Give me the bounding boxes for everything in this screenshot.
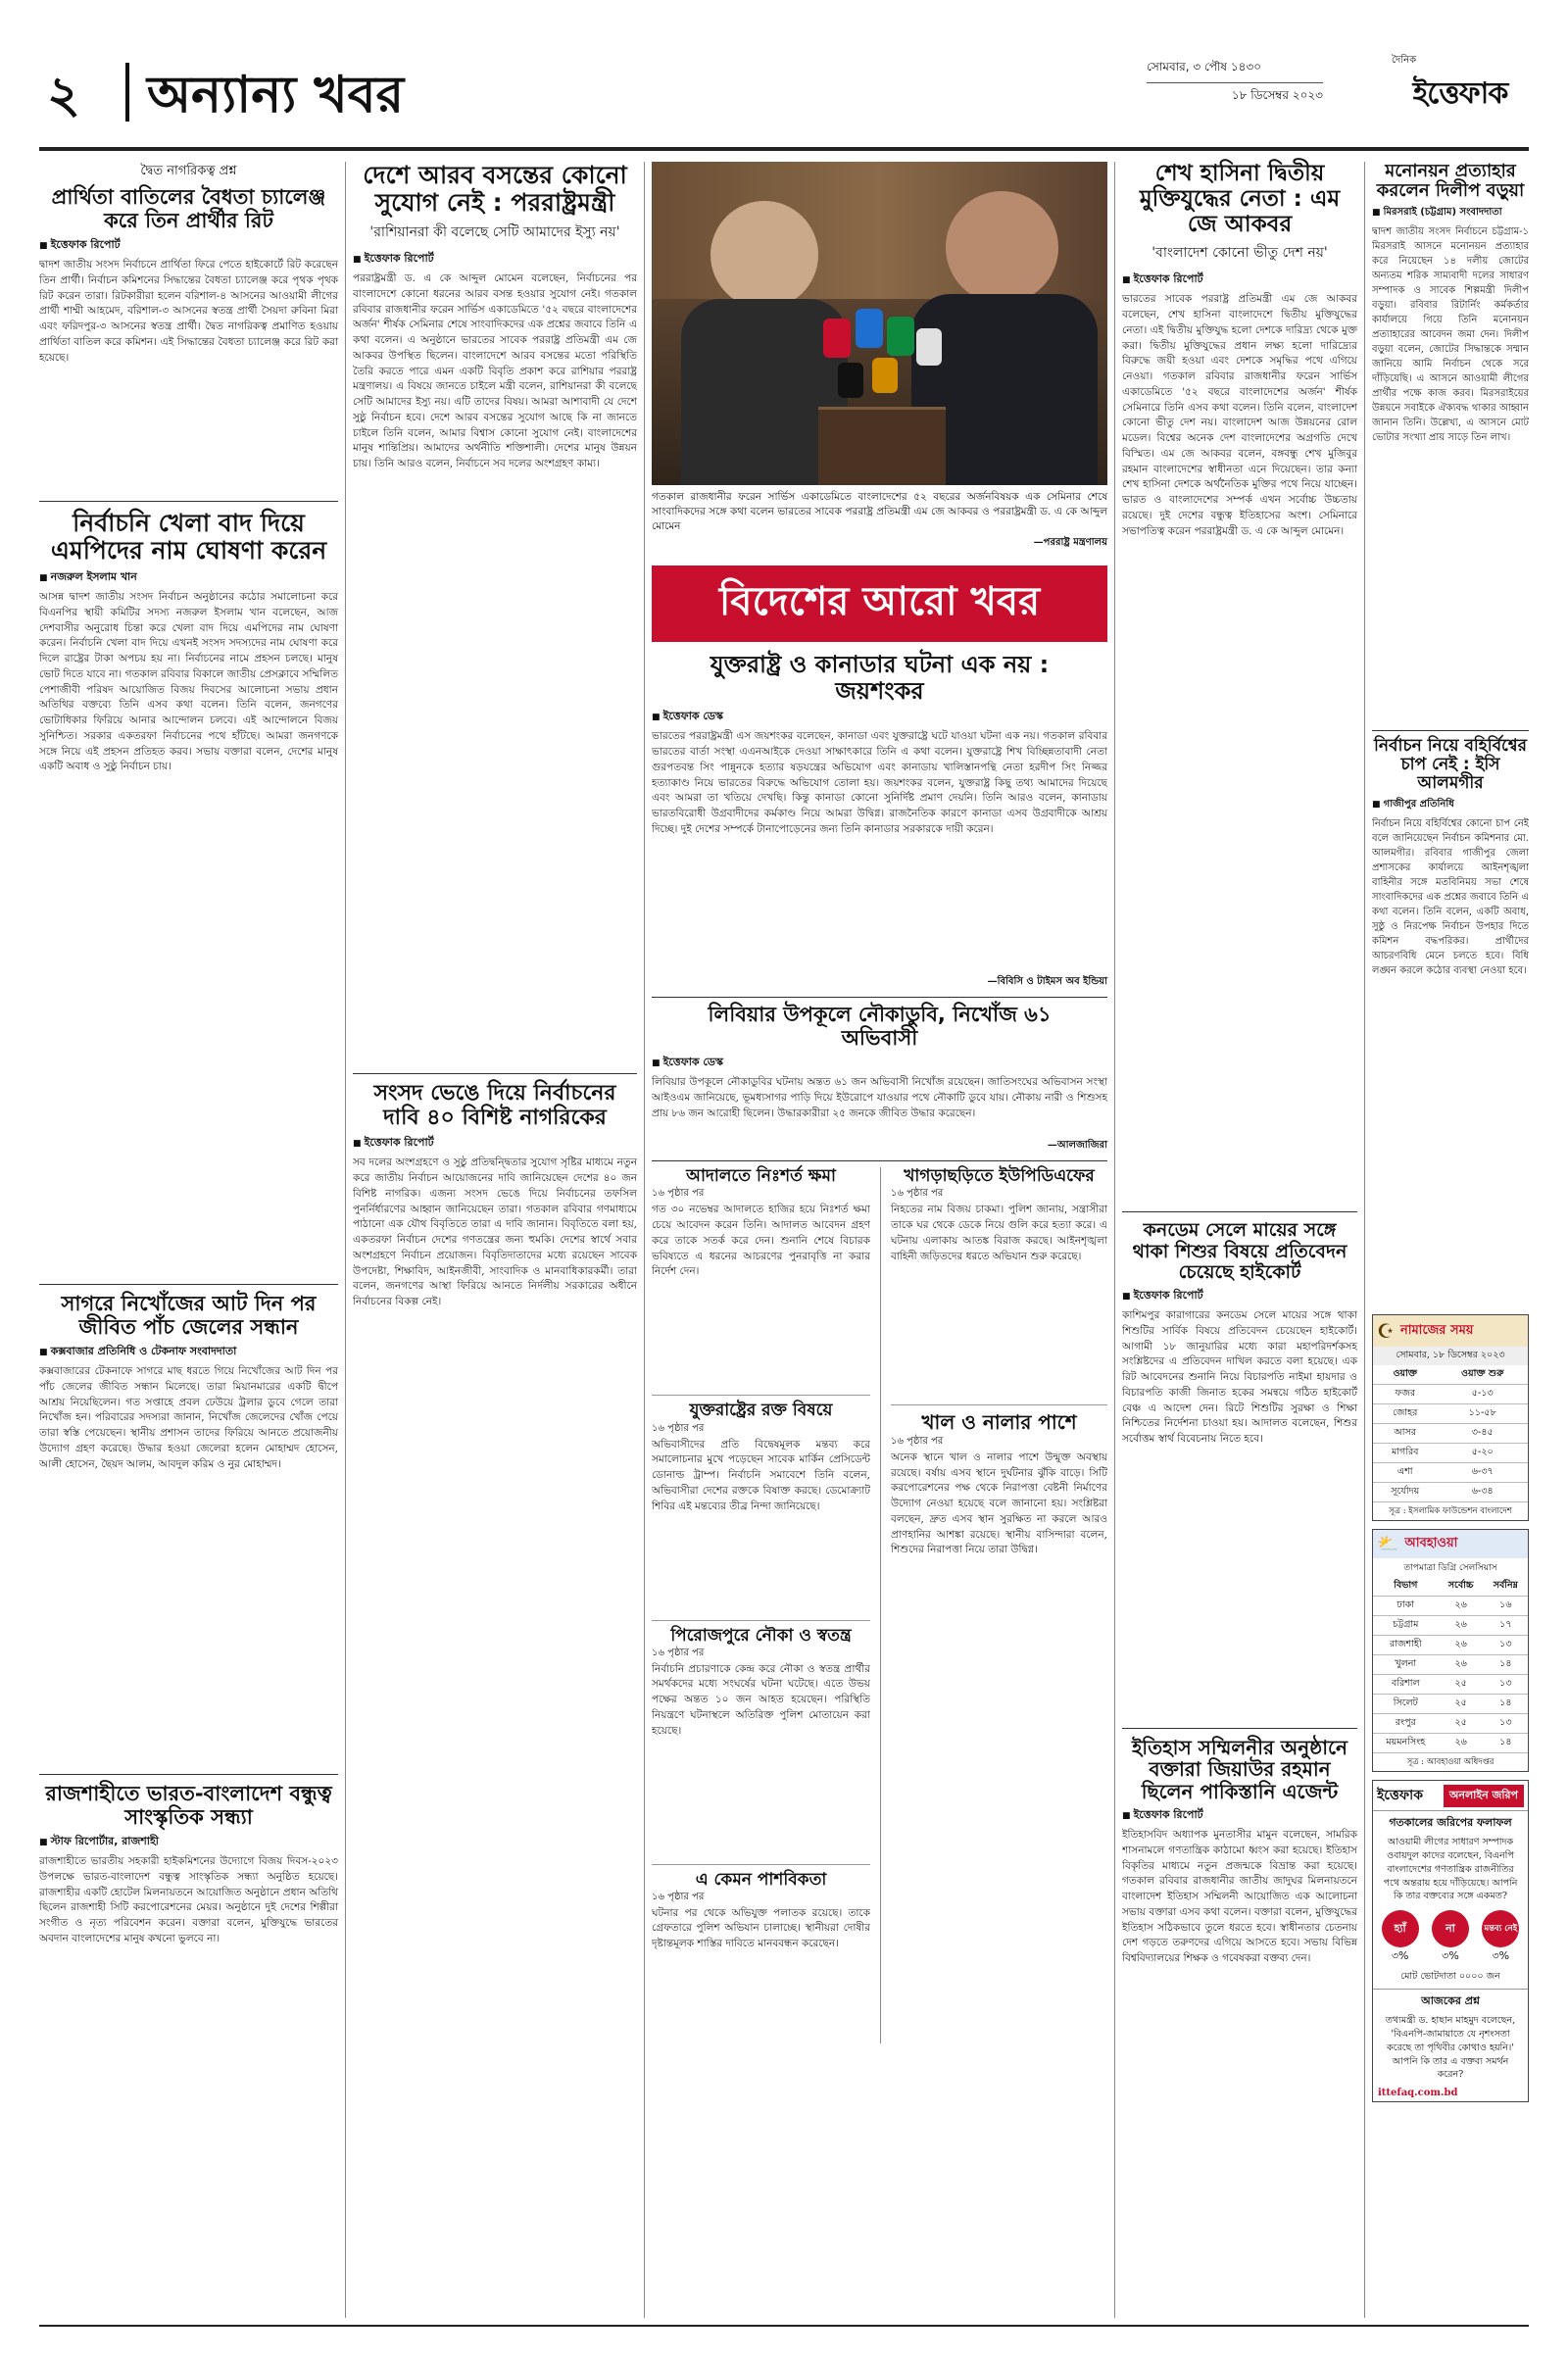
table-cell: জোহর [1373, 1404, 1437, 1424]
story-body: দ্বাদশ জাতীয় সংসদ নির্বাচনে প্রার্থিতা ফিরে পেতে হাইকোর্টে রিট করেছেন তিন প্রার্থী। নির্বাচন কমিশনের সিদ্ধান্তের বৈধতা চ্যালেঞ্জ করে পৃথক পৃথক রিট করেন তারা। রিটকারীরা হলেন বরিশাল-৪ আসনের আওয়ামী লীগের প্রার্থী শাম্মী আহমেদ, বরিশাল-৩ আসনের স্বতন্ত্র প্রার্থী সৈয়দা রুবিনা মিরা এবং ফরিদপুর-৩ আসনের স্বতন্ত্র প্রার্থী। দ্বৈত নাগরিকত্ব প্রমাণিত হওয়ায় প্রার্থিতা বাতিল করে কমিশন। এই সিদ্ধান্তের বৈধতা চ্যালেঞ্জ করে রিট করা হয়েছে। [39, 259, 338, 364]
story-byline: ■ ইত্তেফাক রিপোর্ট [1122, 271, 1357, 289]
story-body: ভারতের সাবেক পররাষ্ট্র প্রতিমন্ত্রী এম জে আকবর বলেছেন, শেখ হাসিনা বাংলাদেশে দ্বিতীয় মুক্তিযুদ্ধের নেতা। এই দ্বিতীয় মুক্তিযুদ্ধ হলো দেশকে দারিদ্র্য থেকে মুক্ত করা। দ্বিতীয় মুক্তিযুদ্ধের প্রধান লক্ষ্য হলো দারিদ্র্যের বিরুদ্ধে জয়ী হওয়া এবং দেশকে সমৃদ্ধির পথে এগিয়ে নেওয়া। গতকাল রবিবার রাজধানীর ফরেন সার্ভিস একাডেমিতে '৫২ বছরে বাংলাদেশের অর্জন' শীর্ষক সেমিনারে তিনি এসব কথা বলেন। তিনি বলেন, বাংলাদেশ কোনো ভীতু দেশ নয়। বাংলাদেশ আজ উন্নয়নের রোল মডেল। বিশ্বের অনেক দেশ বাংলাদেশের অগ্রগতি দেখে বিস্মিত। এম জে আকবর বলেন, বঙ্গবন্ধু শেখ মুজিবুর রহমান বাংলাদেশের স্বাধীনতা এনে দিয়েছেন। তার কন্যা শেখ হাসিনা দেশকে অর্থনৈতিক মুক্তির পথে নিয়ে যাচ্ছেন। ভারত ও বাংলাদেশের সম্পর্ক এখন সর্বোচ্চ উচ্চতায় রয়েছে। দুই দেশের বন্ধুত্ব ইতিহাসের অংশ। সেমিনারে সভাপতিত্ব করেন পররাষ্ট্রমন্ত্রী ড. এ কে আব্দুল মোমেন। [1122, 293, 1357, 537]
table-cell: বরিশাল [1373, 1675, 1439, 1695]
table-cell: সূর্যোদয় [1373, 1483, 1437, 1502]
story-body: পররাষ্ট্রমন্ত্রী ড. এ কে আব্দুল মোমেন বলেছেন, নির্বাচনের পর বাংলাদেশে কোনো ধরনের আরব বসন্ত হওয়ার সুযোগ নেই। গতকাল রবিবার রাজধানীর ফরেন সার্ভিস একাডেমিতে '৫২ বছরে বাংলাদেশের অর্জন' শীর্ষক সেমিনার শেষে সাংবাদিকদের এক প্রশ্নের জবাবে তিনি এ কথা বলেন। এ অনুষ্ঠানে ভারতের সাবেক পররাষ্ট্র প্রতিমন্ত্রী এম জে আকবর উপস্থিত ছিলেন। বাংলাদেশে আরব বসন্তের মতো পরিস্থিতি তৈরি করতে পারে এমন একটি বিবৃতি প্রকাশ করে রাশিয়ার পররাষ্ট্র মন্ত্রণালয়। এ বিষয়ে জানতে চাইলে মন্ত্রী বলেন, রাশিয়ানরা কী বলেছে সেটি আমাদের ইস্যু নয়। এটি তাদের বিষয়। আমরা আশাবাদী যে দেশে সুষ্ঠু নির্বাচন হবে। দেশে আরব বসন্তের সুযোগ আছে কি না জানতে চাইলে তিনি বলেন, আমার বিশ্বাস কোনো সুযোগ নেই। বাংলাদেশের মানুষ শান্তিপ্রিয়। আমাদের অর্থনীতি শক্তিশালী। দেশের মানুষ উন্নয়ন চায়। তিনি আরও বলেন, নির্বাচনে সব দলের অংশগ্রহণ কাম্য। [353, 272, 637, 469]
story-body: গত ৩০ নভেম্বর আদালতে হাজির হয়ে নিঃশর্ত ক্ষমা চেয়ে আবেদন করেন তিনি। আদালত আবেদন গ্রহণ করে তাকে সতর্ক করে দেন। শুনানি শেষে বিচারক ভবিষ্যতে এ ধরনের আচরণের পুনরাবৃত্তি না করার নির্দেশ দেন। [652, 1204, 870, 1278]
table-cell: ২৬ [1439, 1655, 1484, 1675]
table-cell: সিলেট [1373, 1695, 1439, 1714]
poll-option [1382, 1910, 1419, 1966]
news-photo [652, 162, 1107, 485]
bottom-rule [39, 2325, 1529, 2327]
column-2 [353, 162, 637, 2318]
column-1 [39, 162, 338, 2318]
table-cell: রংপুর [1373, 1714, 1439, 1734]
story-byline: ■ ইত্তেফাক ডেস্ক [652, 1054, 1107, 1072]
microphone-icon [856, 309, 883, 348]
table-cell: ঢাকা [1373, 1597, 1439, 1616]
sun-cloud-icon: ⛅ [1377, 1534, 1399, 1555]
prayer-header [1373, 1315, 1528, 1347]
table-cell: ১৭ [1484, 1616, 1528, 1636]
table-header: সর্বনিম্ন [1484, 1577, 1528, 1597]
story-subheadline: 'রাশিয়ানরা কী বলেছে সেটি আমাদের ইস্যু নয়' [369, 224, 620, 240]
story-continued: ১৬ পৃষ্ঠার পর [890, 1188, 944, 1200]
weather-subtitle: তাপমাত্রা ডিগ্রি সেলসিয়াস [1403, 1563, 1497, 1574]
photo-credit: —পররাষ্ট্র মন্ত্রণালয় [1033, 536, 1107, 548]
story-headline: যুক্তরাষ্ট্র ও কানাডার ঘটনা এক নয় : জয়শংকর [710, 650, 1050, 705]
story-headline: কনডেম সেলে মায়ের সঙ্গে থাকা শিশুর বিষয়ে প্রতিবেদন চেয়েছে হাইকোর্ট [1132, 1219, 1348, 1283]
story-headline: রাজশাহীতে ভারত-বাংলাদেশ বন্ধুত্ব সাংস্কৃতিক সন্ধ্যা [45, 1782, 332, 1829]
jump-column-right [891, 1167, 1107, 2042]
story-body: সব দলের অংশগ্রহণে ও সুষ্ঠু প্রতিদ্বন্দ্বিতার সুযোগ সৃষ্টির মাধ্যমে নতুন করে জাতীয় নির্বাচন আয়োজনের দাবি জানিয়েছেন দেশের ৪০ জন বিশিষ্ট নাগরিক। এজন্য সংসদ ভেঙে দিয়ে নির্বাচনের তফসিল পুনর্নির্ধারণের আহ্বান জানিয়েছেন তারা। গতকাল রবিবার গণমাধ্যমে পাঠানো এক যৌথ বিবৃতিতে তারা এ দাবি জানান। বিবৃতিতে বলা হয়, একতরফা নির্বাচন দেশের গণতন্ত্রের জন্য হুমকি। দেশের স্বার্থে সবার অংশগ্রহণে নির্বাচন প্রয়োজন। বিবৃতিদাতাদের মধ্যে রয়েছেন সাবেক উপদেষ্টা, শিক্ষাবিদ, আইনজীবী, সাংবাদিক ও মানবাধিকারকর্মী। তারা বলেন, জনগণের আস্থা ফিরিয়ে আনতে নির্দলীয় সরকারের অধীনে নির্বাচনের বিকল্প নেই। [353, 1156, 637, 1307]
story-continued: ১৬ পৃষ্ঠার পর [652, 1422, 705, 1434]
table-header: ওয়াক্ত [1373, 1365, 1437, 1385]
weather-title: আবহাওয়া [1404, 1536, 1458, 1551]
paper-logo-small: দৈনিক [1392, 55, 1417, 66]
weather-box [1372, 1529, 1529, 1772]
weather-source: সূত্র : আবহাওয়া অধিদপ্তর [1406, 1757, 1494, 1768]
table-cell: চট্টগ্রাম [1373, 1616, 1439, 1636]
table-cell: ২৬ [1439, 1636, 1484, 1655]
photo-caption: গতকাল রাজধানীর ফরেন সার্ভিস একাডেমিতে বাংলাদেশের ৫২ বছরের অর্জনবিষয়ক এক সেমিনার শেষে সাংবাদিকদের সঙ্গে কথা বলেন ভারতের সাবেক পররাষ্ট্র প্রতিমন্ত্রী এম জে আকবর ও পররাষ্ট্রমন্ত্রী ড. এ কে আব্দুল মোমেন [652, 491, 1107, 533]
story-body: রাজশাহীতে ভারতীয় সহকারী হাইকমিশনের উদ্যোগে বিজয় দিবস-২০২৩ উপলক্ষে ভারত-বাংলাদেশ বন্ধুত্ব সাংস্কৃতিক সন্ধ্যা অনুষ্ঠিত হয়েছে। রাজশাহীর একটি হোটেল মিলনায়তনে আয়োজিত অনুষ্ঠানে প্রধান অতিথি ছিলেন রাজশাহী সিটি করপোরেশনের মেয়র। অনুষ্ঠানে দুই দেশের শিল্পীরা সংগীত ও নৃত্য পরিবেশন করেন। বক্তারা বলেন, মুক্তিযুদ্ধে ভারতের অবদান বাংলাদেশের মানুষ কখনো ভুলবে না। [39, 1855, 338, 1944]
section-title: অন্যান্য খবর [147, 66, 405, 124]
table-cell: এশা [1373, 1463, 1437, 1483]
story-body: আসন্ন দ্বাদশ জাতীয় সংসদ নির্বাচন অনুষ্ঠানের কঠোর সমালোচনা করে বিএনপির স্থায়ী কমিটির সদস্য নজরুল ইসলাম খান বলেছেন, আজ দেশবাসীর অনুরোধ চিন্তা করে খেলা বাদ দিয়ে এমপিদের নাম ঘোষণা করেন। নির্বাচনি খেলা বাদ দিয়ে এখনই সংসদ সদস্যদের নাম ঘোষণা করে দিলে রাষ্ট্রের টাকা অপচয় হয় না। নির্বাচনের নামে প্রহসন চলছে। মানুষ ভোট দিতে যাবে না। গতকাল রবিবার বিকালে জাতীয় প্রেসক্লাবে সম্মিলিত পেশাজীবী পরিষদ আয়োজিত বিজয় দিবসের আলোচনা সভায় প্রধান অতিথির বক্তব্যে তিনি এসব কথা বলেন। তিনি বলেন, জনগণের ভোটাধিকার ফিরিয়ে আনার আন্দোলন চলবে। এই আন্দোলনে বিজয় সুনিশ্চিত। সরকার একতরফা নির্বাচনের পথে হাঁটছে। আমরা জনগণকে সঙ্গে নিয়ে এই প্রহসন প্রতিহত করব। সভায় বক্তারা বলেন, দেশের মানুষ একটি অবাধ ও সুষ্ঠু নির্বাচন চায়। [39, 591, 338, 773]
story-body: দ্বাদশ জাতীয় সংসদ নির্বাচনে চট্টগ্রাম-১ মিরসরাই আসনে মনোনয়ন প্রত্যাহার করে নিয়েছেন ১৪ দলীয় জোটের অন্যতম শরিক সাম্যবাদী দলের সাধারণ সম্পাদক ও সাবেক শিল্পমন্ত্রী দিলীপ বড়ুয়া। রবিবার রিটার্নিং কর্মকর্তার কার্যালয়ে গিয়ে তিনি মনোনয়ন প্রত্যাহারের আবেদন জমা দেন। দিলীপ বড়ুয়া বলেন, জোটের সিদ্ধান্তকে সম্মান জানিয়ে আমি নির্বাচন থেকে সরে দাঁড়িয়েছি। এ আসনে আওয়ামী লীগের প্রার্থীর পক্ষে কাজ করব। মিরসরাইয়ের উন্নয়নে সবাইকে ঐক্যবদ্ধ থাকার আহ্বান জানান তিনি। উল্লেখ্য, এ আসনে মোট ভোটার সংখ্যা প্রায় সাড়ে তিন লাখ। [1372, 226, 1529, 444]
column-5 [1372, 162, 1529, 2318]
podium [818, 407, 946, 485]
prayer-times-box [1372, 1314, 1529, 1521]
poll-results [1373, 1906, 1528, 1970]
story-headline: খাগড়াছড়িতে ইউপিডিএফের [904, 1166, 1095, 1187]
story-headline: এ কেমন পাশবিকতা [695, 1869, 827, 1890]
table-cell: রাজশাহী [1373, 1636, 1439, 1655]
poll-url[interactable]: ittefaq.com.bd [1378, 2088, 1458, 2099]
date-block [1147, 59, 1323, 107]
story-byline: ■ স্টাফ রিপোর্টার, রাজশাহী [39, 1833, 338, 1851]
poll-question: আওয়ামী লীগের সাধারণ সম্পাদক ওবায়দুল কাদের বলেছেন, বিএনপি বাংলাদেশের গণতান্ত্রিক রাজনীতির পথে অন্তরায় হয়ে দাঁড়িয়েছে। আপনি কি তার বক্তব্যের সঙ্গে একমত? [1383, 1837, 1518, 1902]
story-body: কক্সবাজারের টেকনাফে সাগরে মাছ ধরতে গিয়ে নিখোঁজের আট দিন পর পাঁচ জেলের জীবিত সন্ধান মিলেছে। তারা মিয়ানমারের একটি দ্বীপে আশ্রয় নিয়েছিলেন। গত সপ্তাহে প্রবল ঢেউয়ে ট্রলার ডুবে গেলে তারা নিখোঁজ হন। পরিবারের সদস্যরা জানান, নিখোঁজ জেলেদের খোঁজ পেয়ে তারা স্বস্তি পেয়েছেন। স্থানীয় প্রশাসন তাদের ফিরিয়ে আনতে প্রয়োজনীয় উদ্যোগ গ্রহণ করেছে। উদ্ধার হওয়া জেলেরা হলেন মোহাম্মদ হোসেন, আলী হোসেন, ছৈয়দ আলম, আবদুল করিম ও নুর মোহাম্মদ। [39, 1365, 338, 1470]
story-headline: শেখ হাসিনা দ্বিতীয় মুক্তিযুদ্ধের নেতা : এম জে আকবর [1139, 161, 1341, 237]
poll-option-pct: ৩% [1391, 1949, 1409, 1963]
story-headline: আদালতে নিঃশর্ত ক্ষমা [686, 1166, 836, 1187]
table-cell: ময়মনসিংহ [1373, 1734, 1439, 1753]
table-cell: ২৫ [1439, 1714, 1484, 1734]
table-cell: ২৬ [1439, 1597, 1484, 1616]
story-credit: —বিবিসি ও টাইমস অব ইন্ডিয়া [987, 976, 1107, 988]
poll-intro: গতকালের জরিপের ফলাফল [1373, 1810, 1528, 1833]
story-byline: ■ ইত্তেফাক রিপোর্ট [1122, 1287, 1357, 1305]
date-english: ১৮ ডিসেম্বর ২০২৩ [1231, 88, 1323, 102]
column-divider [345, 162, 346, 2318]
table-cell: ২৫ [1439, 1695, 1484, 1714]
table-row [1373, 1483, 1528, 1502]
story-continued: ১৬ পৃষ্ঠার পর [652, 1188, 705, 1200]
story-byline: ■ ইত্তেফাক রিপোর্ট [353, 250, 637, 269]
table-header: ওয়াক্ত শুরু [1437, 1365, 1528, 1385]
story-body: ইতিহাসবিদ অধ্যাপক মুনতাসীর মামুন বলেছেন, সামরিক শাসনামলে গণতান্ত্রিক কাঠামো ধ্বংস করা হয়েছে। ইতিহাস বিকৃতির মাধ্যমে নতুন প্রজন্মকে বিভ্রান্ত করা হয়েছে। গতকাল রবিবার রাজধানীর জাতীয় জাদুঘর মিলনায়তনে বাংলাদেশ ইতিহাস সম্মিলনী আয়োজিত এক আলোচনা সভায় বক্তারা এসব কথা বলেন। বক্তারা বলেন, মুক্তিযুদ্ধের ইতিহাস সঠিকভাবে তুলে ধরতে হবে। স্বাধীনতার চেতনায় দেশ গড়তে তরুণদের এগিয়ে আসতে হবে। সভায় বিভিন্ন বিশ্ববিদ্যালয়ের শিক্ষক ও গবেষকরা বক্তব্য দেন। [1122, 1829, 1357, 1965]
center-section [652, 162, 1107, 2318]
table-row [1373, 1636, 1528, 1655]
table-header: সর্বোচ্চ [1439, 1577, 1484, 1597]
story-body: ঘটনার পর থেকে অভিযুক্ত পলাতক রয়েছে। তাকে গ্রেফতারে পুলিশ অভিযান চালাচ্ছে। স্থানীয়রা দোষীর দৃষ্টান্তমূলক শাস্তির দাবিতে মানববন্ধন করেছেন। [652, 1906, 870, 1950]
microphone-icon [887, 317, 914, 356]
table-cell: খুলনা [1373, 1655, 1439, 1675]
story-headline: প্রার্থিতা বাতিলের বৈধতা চ্যালেঞ্জ করে তিন প্রার্থীর রিট [51, 185, 326, 232]
column-4 [1122, 162, 1357, 2318]
table-cell: ১১-৫৮ [1437, 1404, 1528, 1424]
table-cell: ১৬ [1484, 1597, 1528, 1616]
poll-option-pct: ৩% [1442, 1949, 1459, 1963]
story-headline: নির্বাচন নিয়ে বহির্বিশ্বের চাপ নেই : ইসি আলমগীর [1374, 736, 1527, 794]
story-byline: ■ ইত্তেফাক রিপোর্ট [39, 236, 338, 255]
story-byline: ■ ইত্তেফাক ডেস্ক [652, 708, 1107, 726]
page-number: ২ [47, 66, 80, 124]
story-body: নিহতের নাম বিজয় চাকমা। পুলিশ জানায়, সন্ত্রাসীরা তাকে ঘর থেকে ডেকে নিয়ে গুলি করে হত্যা করে। এ ঘটনায় এলাকায় আতঙ্ক বিরাজ করছে। আইনশৃঙ্খলা বাহিনী জড়িতদের ধরতে অভিযান শুরু করেছে। [890, 1204, 1107, 1262]
paper-logo [1392, 53, 1529, 120]
table-row [1373, 1655, 1528, 1675]
story-byline: ■ গাজীপুর প্রতিনিধি [1372, 797, 1529, 813]
paper-logo-name: ইত্তেফাক [1412, 76, 1508, 111]
table-cell: ১৩ [1484, 1675, 1528, 1695]
prayer-date: সোমবার, ১৮ ডিসেম্বর ২০২৩ [1373, 1347, 1528, 1365]
story-continued: ১৬ পৃষ্ঠার পর [652, 1647, 705, 1658]
poll-today-label: আজকের প্রশ্ন [1373, 1989, 1528, 2011]
table-cell: আসর [1373, 1424, 1437, 1444]
poll-option [1482, 1910, 1519, 1966]
table-row [1373, 1616, 1528, 1636]
story-headline: ইতিহাস সম্মিলনীর অনুষ্ঠানে বক্তারা জিয়াউর রহমান ছিলেন পাকিস্তানি এজেন্ট [1132, 1736, 1348, 1803]
story-byline: ■ নজরুল ইসলাম খান [39, 568, 338, 587]
story-headline: খাল ও নালার পাশে [921, 1410, 1077, 1435]
table-row [1373, 1675, 1528, 1695]
prayer-title: নামাজের সময় [1399, 1322, 1474, 1338]
table-row [1373, 1385, 1528, 1404]
table-row [1373, 1463, 1528, 1483]
story-headline: যুক্তরাষ্ট্রের রক্ত বিষয়ে [689, 1401, 833, 1421]
table-cell: ২৬ [1439, 1616, 1484, 1636]
story-headline: নির্বাচনি খেলা বাদ দিয়ে এমপিদের নাম ঘোষণা করেন [50, 509, 327, 566]
table-cell: ফজর [1373, 1385, 1437, 1404]
masthead [39, 49, 1529, 142]
section-separator [125, 63, 129, 122]
table-cell: ৬-৩৪ [1437, 1483, 1528, 1502]
weather-table [1373, 1577, 1528, 1753]
story-byline: ■ মিরসরাই (চট্টগ্রাম) সংবাদদাতা [1372, 205, 1529, 221]
story-body: কাশিমপুর কারাগারের কনডেম সেলে মায়ের সঙ্গে থাকা শিশুটির সার্বিক বিষয়ে প্রতিবেদন চেয়েছেন হাইকোর্ট। আগামী ১৮ জানুয়ারির মধ্যে কারা মহাপরিদর্শকসহ সংশ্লিষ্টদের এ প্রতিবেদন দাখিল করতে বলা হয়েছে। এক রিট আবেদনের শুনানি নিয়ে বিচারপতি নাইমা হায়দার ও বিচারপতি কাজী জিনাত হকের সমন্বয়ে গঠিত হাইকোর্ট বেঞ্চ এ আদেশ দেন। রিটে শিশুটির সুরক্ষা ও শিক্ষা নিশ্চিতের নির্দেশনা চাওয়া হয়। আদালত বলেছেন, শিশুর সর্বোত্তম স্বার্থ বিবেচনায় নিতে হবে। [1122, 1309, 1357, 1446]
person-right [946, 191, 1058, 304]
table-row [1373, 1597, 1528, 1616]
microphone-icon [838, 363, 863, 398]
story-body: অভিবাসীদের প্রতি বিদ্বেষমূলক মন্তব্য করে সমালোচনার মুখে পড়েছেন সাবেক মার্কিন প্রেসিডেন্ট ডোনাল্ড ট্রাম্প। নির্বাচনি সমাবেশে তিনি বলেন, অভিবাসীরা দেশের রক্তকে বিষাক্ত করছে। ডেমোক্র্যাট শিবির এই মন্তব্যের তীব্র নিন্দা জানিয়েছে। [652, 1438, 870, 1512]
masthead-rule [39, 147, 1529, 151]
story-body: নির্বাচন নিয়ে বহির্বিশ্বের কোনো চাপ নেই বলে জানিয়েছেন নির্বাচন কমিশনার মো. আলমগীর। রবিবার গাজীপুর জেলা প্রশাসকের কার্যালয়ে আইনশৃঙ্খলা বাহিনীর সঙ্গে মতবিনিময় সভা শেষে সাংবাদিকদের এক প্রশ্নের জবাবে তিনি এ কথা বলেন। তিনি বলেন, একটি অবাধ, সুষ্ঠু ও নিরপেক্ষ নির্বাচন উপহার দিতে কমিশন বদ্ধপরিকর। প্রার্থীদের আচরণবিধি মেনে চলতে হবে। বিধি লঙ্ঘন করলে কঠোর ব্যবস্থা নেওয়া হবে। [1372, 818, 1529, 977]
poll-option-label: মন্তব্য নেই [1482, 1910, 1519, 1947]
story-headline: সংসদ ভেঙে দিয়ে নির্বাচনের দাবি ৪০ বিশিষ্ট নাগরিকের [373, 1081, 616, 1130]
table-cell: ১৪ [1484, 1695, 1528, 1714]
poll-total: মোট ভোটদাতা ০০০০ জন [1400, 1971, 1500, 1983]
person-left [710, 201, 818, 309]
story-continued: ১৬ পৃষ্ঠার পর [652, 1891, 705, 1902]
story-body: লিবিয়ার উপকূলে নৌকাডুবির ঘটনায় অন্তত ৬১ জন অভিবাসী নিখোঁজ রয়েছেন। জাতিসংঘের অভিবাসন সংস্থা আইওএম জানিয়েছে, ভূমধ্যসাগর পাড়ি দিয়ে ইউরোপে যাওয়ার পথে নৌকাটি ডুবে যায়। নৌকায় নারী ও শিশুসহ প্রায় ৮৬ জন আরোহী ছিলেন। উদ্ধারকারীরা ২৫ জনকে জীবিত উদ্ধার করেছেন। [652, 1076, 1107, 1119]
table-cell: ১৩ [1484, 1636, 1528, 1655]
story-headline: পিরোজপুরে নৌকা ও স্বতন্ত্র [670, 1625, 852, 1646]
column-divider [1364, 162, 1365, 2318]
story-headline: লিবিয়ার উপকূলে নৌকাডুবি, নিখোঁজ ৬১ অভিবাসী [708, 1003, 1052, 1050]
online-poll-box [1372, 1780, 1529, 2102]
poll-option-pct: ৩% [1492, 1949, 1510, 1963]
story-headline: মনোনয়ন প্রত্যাহার করলেন দিলীপ বড়ুয়া [1376, 161, 1525, 202]
microphone-icon [823, 319, 851, 358]
poll-brand: ইত্তেফাক [1377, 1788, 1424, 1804]
story-byline: ■ কক্সবাজার প্রতিনিধি ও টেকনাফ সংবাদদাতা [39, 1343, 338, 1361]
story-continued: ১৬ পৃষ্ঠার পর [890, 1435, 944, 1447]
table-cell: ৫-১৩ [1437, 1385, 1528, 1404]
story-headline: দেশে আরব বসন্তের কোনো সুযোগ নেই : পররাষ্ট্রমন্ত্রী [363, 161, 627, 217]
microphone-icon [916, 328, 942, 366]
date-bangla: সোমবার, ৩ পৌষ ১৪৩০ [1147, 59, 1323, 83]
table-cell: ২৫ [1439, 1675, 1484, 1695]
mosque-icon: ☪ [1377, 1319, 1395, 1344]
story-headline: সাগরে নিখোঁজের আট দিন পর জীবিত পাঁচ জেলের সন্ধান [61, 1292, 317, 1339]
weather-header [1373, 1530, 1528, 1558]
prayer-source: সূত্র : ইসলামিক ফাউন্ডেশন বাংলাদেশ [1389, 1506, 1512, 1517]
table-cell: ১৪ [1484, 1734, 1528, 1753]
table-row [1373, 1404, 1528, 1424]
table-cell: ৬-৩৭ [1437, 1463, 1528, 1483]
story-byline: ■ ইত্তেফাক রিপোর্ট [1122, 1806, 1357, 1825]
table-row [1373, 1714, 1528, 1734]
microphone-icon [872, 358, 898, 393]
banner-title: বিদেশের আরো খবর [718, 579, 1041, 625]
story-byline: ■ ইত্তেফাক রিপোর্ট [353, 1134, 637, 1153]
column-divider [644, 162, 645, 2318]
story-body: নির্বাচনি প্রচারণাকে কেন্দ্র করে নৌকা ও স্বতন্ত্র প্রার্থীর সমর্থকদের মধ্যে সংঘর্ষের ঘটনা ঘটেছে। এতে উভয় পক্ষের অন্তত ১০ জন আহত হয়েছেন। পরিস্থিতি নিয়ন্ত্রণে ঘটনাস্থলে অতিরিক্ত পুলিশ মোতায়েন করা হয়েছে। [652, 1662, 870, 1737]
poll-label: অনলাইন জরিপ [1444, 1785, 1524, 1807]
jump-column-left [652, 1167, 870, 2042]
story-body: অনেক স্থানে খাল ও নালার পাশে উন্মুক্ত অবস্থায় রয়েছে। বর্ষায় এসব স্থানে দুর্ঘটনার ঝুঁকি বাড়ে। সিটি করপোরেশনের পক্ষ থেকে নিরাপত্তা বেষ্টনী নির্মাণের উদ্যোগ নেওয়া হয়েছে বলে জানানো হয়। সংশ্লিষ্টরা বলছেন, দ্রুত এসব স্থান সুরক্ষিত না করলে আরও প্রাণহানির আশঙ্কা রয়েছে। স্থানীয় বাসিন্দারা বলেন, শিশুদের নিরাপত্তা নিয়ে তারা উদ্বিগ্ন। [890, 1451, 1107, 1556]
table-row [1373, 1424, 1528, 1444]
story-subheadline: 'বাংলাদেশ কোনো ভীতু দেশ নয়' [1152, 245, 1328, 262]
poll-option-label: হ্যাঁ [1382, 1910, 1419, 1947]
table-cell: ৫-২০ [1437, 1444, 1528, 1463]
table-cell: ৩-৪৫ [1437, 1424, 1528, 1444]
poll-header [1373, 1781, 1528, 1810]
poll-today-question: তথ্যমন্ত্রী ড. হাছান মাহমুদ বলেছেন, 'বিএনপি-জামায়াতে যে নৃশংসতা করেছে তা পৃথিবীর কোথাও হয়নি।' আপনি কি তার এ বক্তব্য সমর্থন করেন? [1385, 2015, 1516, 2081]
story-kicker: দ্বৈত নাগরিকত্ব প্রশ্ন [140, 164, 237, 178]
story-credit: —আলজাজিরা [1047, 1140, 1107, 1152]
story-body: ভারতের পররাষ্ট্রমন্ত্রী এস জয়শংকর বলেছেন, কানাডা এবং যুক্তরাষ্ট্রে ঘটে যাওয়া ঘটনা এক নয়। গতকাল রবিবার ভারতের বার্তা সংস্থা এএনআইকে দেওয়া সাক্ষাৎকারে তিনি এ কথা বলেন। যুক্তরাষ্ট্রে শিখ বিচ্ছিন্নতাবাদী নেতা গুরপতবন্ত সিং পান্নুনকে হত্যার ষড়যন্ত্রের অভিযোগ এবং কানাডায় খালিস্তানপন্থি নেতা হরদীপ সিং নিজ্জর হত্যাকাণ্ড নিয়ে ভারতের বিরুদ্ধে অভিযোগ তোলা হয়। জয়শংকর বলেন, যুক্তরাষ্ট্র কিছু তথ্য আমাদের দিয়েছে এবং আমরা তা খতিয়ে দেখছি। কিন্তু কানাডা কোনো সুনির্দিষ্ট প্রমাণ দেয়নি। তিনি আরও বলেন, কানাডায় ভারতবিরোধী উগ্রবাদীদের কর্মকাণ্ড নিয়ে আমরা উদ্বিগ্ন। রাজনৈতিক কারণে কানাডা এসব উগ্রবাদীকে আশ্রয় দিচ্ছে। দুই দেশের সম্পর্কে টানাপোড়েনের জন্য তিনি কানাডার সরকারকে দায়ী করেন। [652, 730, 1107, 835]
table-cell: ২৬ [1439, 1734, 1484, 1753]
poll-option-label: না [1432, 1910, 1469, 1947]
table-row [1373, 1695, 1528, 1714]
column-divider [1114, 162, 1115, 2318]
table-row [1373, 1444, 1528, 1463]
poll-option [1432, 1910, 1469, 1966]
table-cell: মাগরিব [1373, 1444, 1437, 1463]
table-cell: ১৪ [1484, 1655, 1528, 1675]
prayer-table [1373, 1365, 1528, 1502]
table-row [1373, 1734, 1528, 1753]
table-cell: ১৩ [1484, 1714, 1528, 1734]
microphone-cluster [818, 309, 946, 485]
table-header: বিভাগ [1373, 1577, 1439, 1597]
foreign-news-banner [652, 566, 1107, 642]
